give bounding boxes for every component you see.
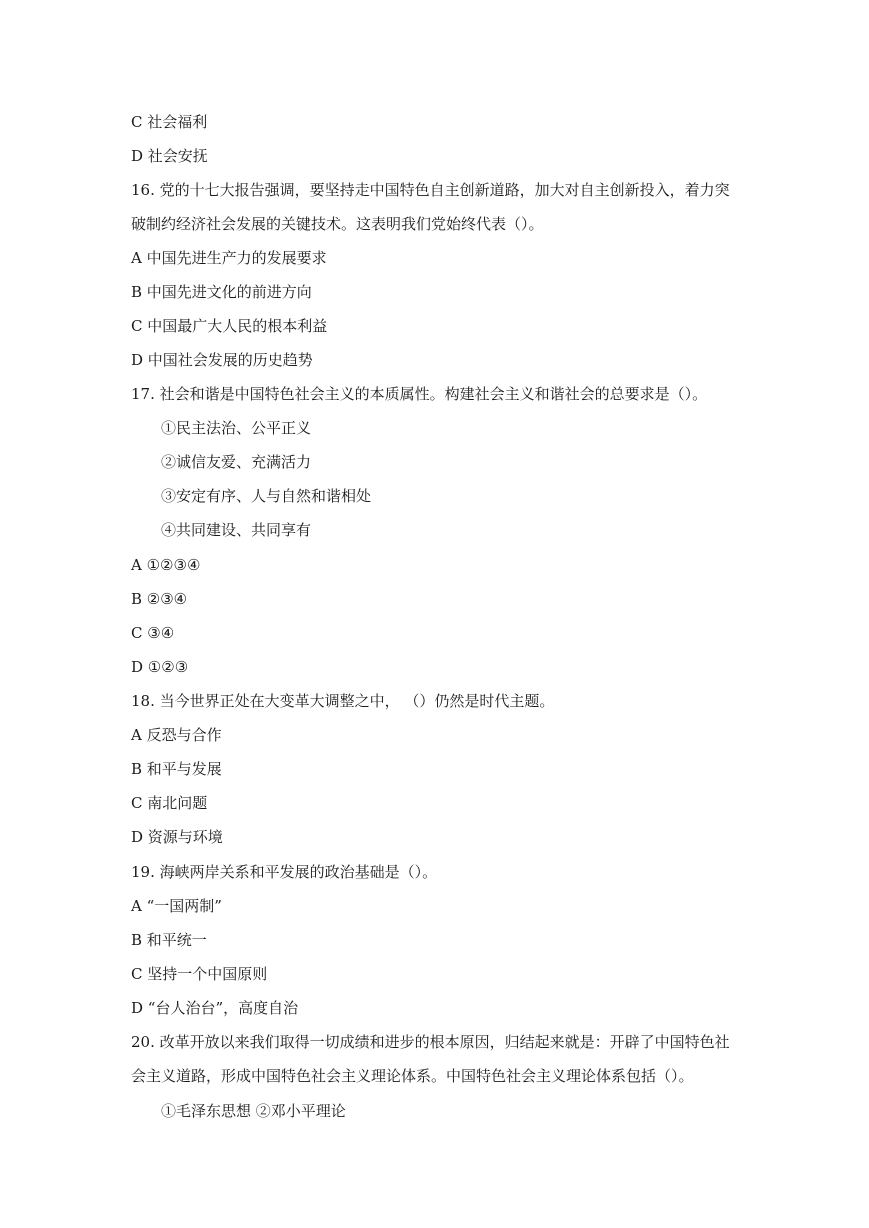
- option-c-q15: C 社会福利: [131, 113, 208, 131]
- statements-q20: ①毛泽东思想 ②邓小平理论: [161, 1102, 346, 1120]
- option-b-q17: B ②③④: [131, 590, 188, 608]
- option-b-q19: B 和平统一: [131, 931, 207, 949]
- statement-4-q17: ④共同建设、共同享有: [161, 521, 312, 539]
- statement-1-q17: ①民主法治、公平正义: [161, 419, 312, 437]
- option-a-q16: A 中国先进生产力的发展要求: [131, 249, 327, 267]
- option-c-q17: C ③④: [131, 624, 175, 642]
- option-a-q17: A ①②③④: [131, 556, 201, 574]
- option-b-q16: B 中国先进文化的前进方向: [131, 283, 312, 301]
- question-19: 19. 海峡两岸关系和平发展的政治基础是（）。: [131, 863, 438, 881]
- option-a-q19: A “一国两制”: [131, 897, 222, 915]
- option-d-q19: D “台人治台”，高度自治: [131, 999, 299, 1017]
- option-d-q16: D 中国社会发展的历史趋势: [131, 351, 313, 369]
- option-c-q18: C 南北问题: [131, 794, 208, 812]
- option-c-q19: C 坚持一个中国原则: [131, 965, 268, 983]
- question-16-line-2: 破制约经济社会发展的关键技术。这表明我们党始终代表（）。: [131, 215, 544, 233]
- statement-2-q17: ②诚信友爱、充满活力: [161, 453, 312, 471]
- option-d-q15: D 社会安抚: [131, 147, 208, 165]
- option-d-q18: D 资源与环境: [131, 828, 223, 846]
- option-b-q18: B 和平与发展: [131, 760, 222, 778]
- option-d-q17: D ①②③: [131, 658, 189, 676]
- option-c-q16: C 中国最广大人民的根本利益: [131, 317, 328, 335]
- question-17: 17. 社会和谐是中国特色社会主义的本质属性。构建社会主义和谐社会的总要求是（）。: [131, 385, 708, 403]
- question-16-line-1: 16. 党的十七大报告强调，要坚持走中国特色自主创新道路，加大对自主创新投入，着力突: [131, 181, 730, 199]
- question-20-line-2: 会主义道路，形成中国特色社会主义理论体系。中国特色社会主义理论体系包括（）。: [131, 1067, 694, 1085]
- question-20-line-1: 20. 改革开放以来我们取得一切成绩和进步的根本原因，归结起来就是：开辟了中国特色社: [131, 1033, 730, 1051]
- question-18: 18. 当今世界正处在大变革大调整之中， （）仍然是时代主题。: [131, 692, 555, 710]
- statement-3-q17: ③安定有序、人与自然和谐相处: [161, 487, 372, 505]
- option-a-q18: A 反恐与合作: [131, 726, 222, 744]
